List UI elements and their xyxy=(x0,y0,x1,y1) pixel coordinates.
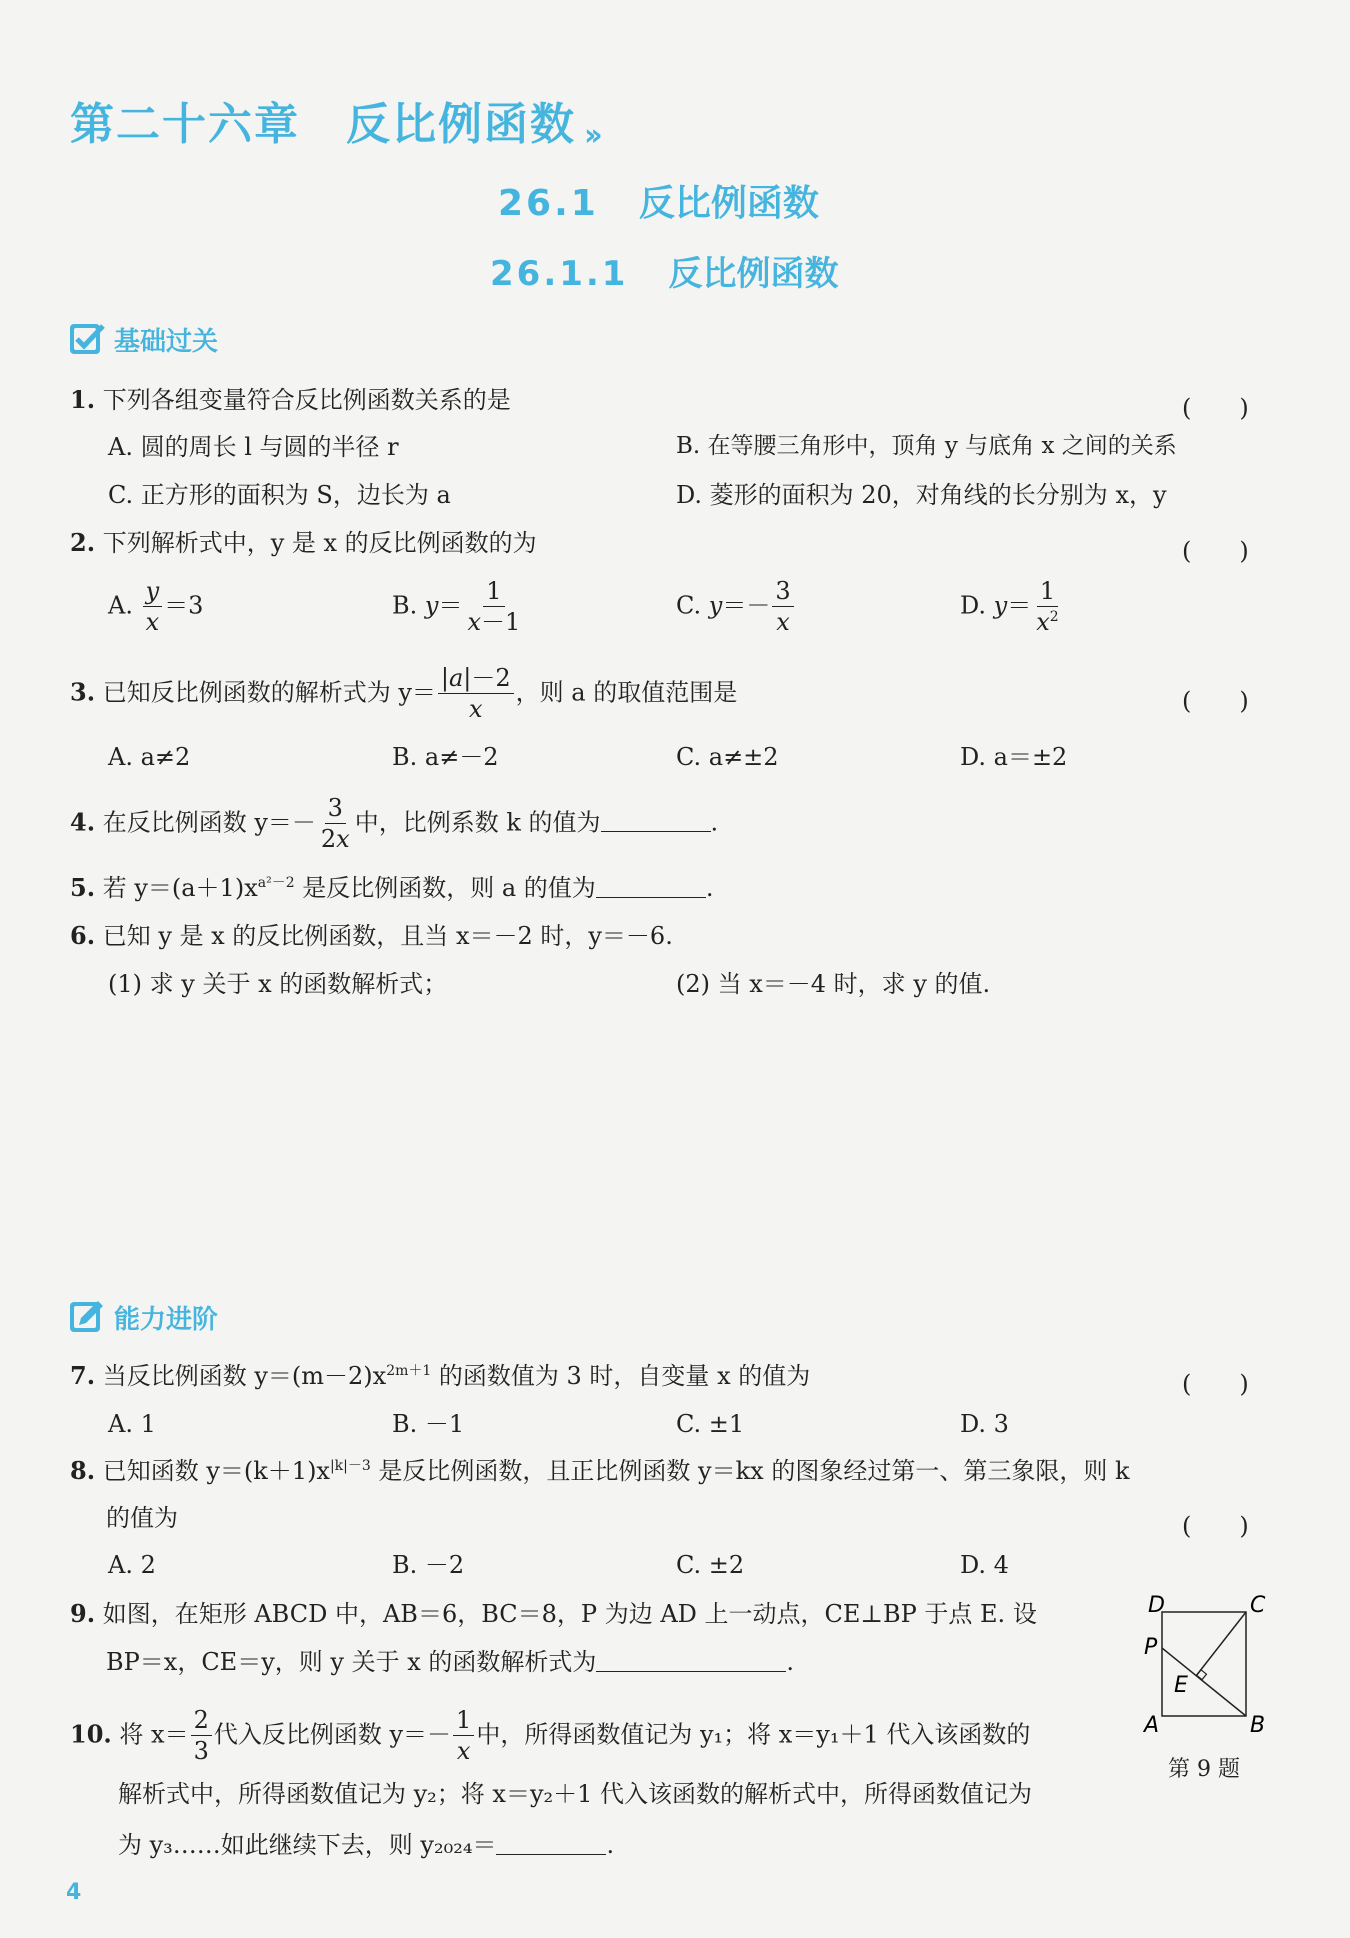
q3-option-c: C. a≠±2 xyxy=(676,743,779,771)
q2-option-c: C. y＝－ $\frac{3}{x}$ xyxy=(676,578,796,636)
label-c: C xyxy=(1250,1593,1266,1618)
q7-option-d: D. 3 xyxy=(960,1410,1009,1438)
basics-header: 基础过关 xyxy=(68,320,218,358)
q2-option-b: B. y＝ $\frac{1}{x-1}$ xyxy=(392,577,521,637)
q1-option-d: D. 菱形的面积为 20，对角线的长分别为 x，y xyxy=(676,481,1167,509)
section-title: 26.1 反比例函数 xyxy=(498,183,819,224)
question-2: 2. 下列解析式中，y 是 x 的反比例函数的为 xyxy=(70,528,537,557)
q7-option-a: A. 1 xyxy=(108,1410,156,1438)
q3-option-b: B. a≠－2 xyxy=(392,743,499,771)
question-4: 4. 在反比例函数 y＝－ $\frac{3}{2x}$ 中，比例系数 k 的值为 . xyxy=(70,794,719,854)
q1-option-c: C. 正方形的面积为 S，边长为 a xyxy=(108,481,451,509)
answer-paren-3: ( ) xyxy=(1182,687,1249,715)
answer-paren-1: ( ) xyxy=(1182,394,1249,422)
q10-line-3: 为 y₃……如此继续下去，则 y₂₀₂₄＝ . xyxy=(118,1831,615,1859)
q1-option-a: A. 圆的周长 l 与圆的半径 r xyxy=(108,433,399,461)
answer-paren-7: ( ) xyxy=(1182,1370,1249,1398)
question-3: 3. 已知反比例函数的解析式为 y＝ $\frac{|a|-2}{x}$ ，则 a 的取值范围是 xyxy=(70,664,738,724)
double-chevron-icon: ›› xyxy=(584,118,597,153)
pencil-box-icon xyxy=(68,1298,106,1336)
answer-blank-4[interactable] xyxy=(601,831,711,832)
q10-line-2: 解析式中，所得函数值记为 y₂；将 x＝y₂＋1 代入该函数的解析式中，所得函数值记为 xyxy=(118,1780,1033,1808)
label-p: P xyxy=(1144,1635,1158,1660)
q7-option-c: C. ±1 xyxy=(676,1410,745,1438)
answer-blank-5[interactable] xyxy=(596,897,706,898)
label-d: D xyxy=(1148,1593,1165,1618)
page-number: 4 xyxy=(66,1880,82,1905)
subsection-title: 26.1.1 反比例函数 xyxy=(490,254,839,294)
checkbox-icon xyxy=(68,320,106,358)
q6-part-2: (2) 当 x＝－4 时，求 y 的值. xyxy=(676,970,991,998)
q8-option-a: A. 2 xyxy=(108,1551,156,1579)
q9-line-2: BP＝x，CE＝y，则 y 关于 x 的函数解析式为 . xyxy=(106,1648,795,1676)
q2-option-a: A. $\frac{y}{x}$ ＝3 xyxy=(108,577,204,637)
advanced-header: 能力进阶 xyxy=(68,1298,218,1336)
question-7: 7. 当反比例函数 $y=(m-2)x^{2m+1}$ 的函数值为 3 时，自变量 x 的值为 xyxy=(70,1361,811,1390)
q7-option-b: B. －1 xyxy=(392,1410,465,1438)
figure-caption: 第 9 题 xyxy=(1168,1757,1240,1782)
q8-stem-cont: 的值为 xyxy=(106,1504,178,1532)
q3-option-d: D. a＝±2 xyxy=(960,743,1068,771)
chapter-title: 第二十六章 反比例函数 ›› xyxy=(70,99,597,153)
answer-paren-8: ( ) xyxy=(1182,1512,1249,1540)
q6-part-1: (1) 求 y 关于 x 的函数解析式； xyxy=(108,970,448,998)
q8-option-b: B. －2 xyxy=(392,1551,465,1579)
question-6: 6. 已知 y 是 x 的反比例函数，且当 x＝－2 时，y＝－6. xyxy=(70,921,673,950)
q1-option-b: B. 在等腰三角形中，顶角 y 与底角 x 之间的关系 xyxy=(676,433,1177,459)
q2-option-d: D. y＝ $\frac{1}{x^2}$ xyxy=(960,577,1059,637)
q8-option-d: D. 4 xyxy=(960,1551,1009,1579)
answer-blank-9[interactable] xyxy=(596,1671,786,1672)
rectangle-figure xyxy=(1140,1590,1270,1740)
question-1: 1. 下列各组变量符合反比例函数关系的是 xyxy=(70,385,511,414)
question-10: 10. 将 x＝ $\frac{2}{3}$ 代入反比例函数 y＝－ $\frac{1}{x}$ 中，所得函数值记为 y₁；将 x＝y₁＋1 代入该函数的 xyxy=(70,1706,1031,1766)
q8-option-c: C. ±2 xyxy=(676,1551,745,1579)
question-9: 9. 如图，在矩形 ABCD 中，AB＝6，BC＝8，P 为边 AD 上一动点，CE⊥BP 于点 E. 设 xyxy=(70,1599,1037,1628)
question-8: 8. 已知函数 $y=(k+1)x^{|k|-3}$ 是反比例函数，且正比例函数 y＝kx 的图象经过第一、第三象限，则 k xyxy=(70,1456,1130,1485)
q3-option-a: A. a≠2 xyxy=(108,743,191,771)
answer-paren-2: ( ) xyxy=(1182,537,1249,565)
label-b: B xyxy=(1250,1713,1266,1738)
label-a: A xyxy=(1144,1713,1160,1738)
label-e: E xyxy=(1174,1673,1188,1698)
answer-blank-10[interactable] xyxy=(496,1854,606,1855)
question-5: 5. 若 $y=(a+1)x^{a^2-2}$ 是反比例函数，则 a 的值为 . xyxy=(70,873,714,902)
